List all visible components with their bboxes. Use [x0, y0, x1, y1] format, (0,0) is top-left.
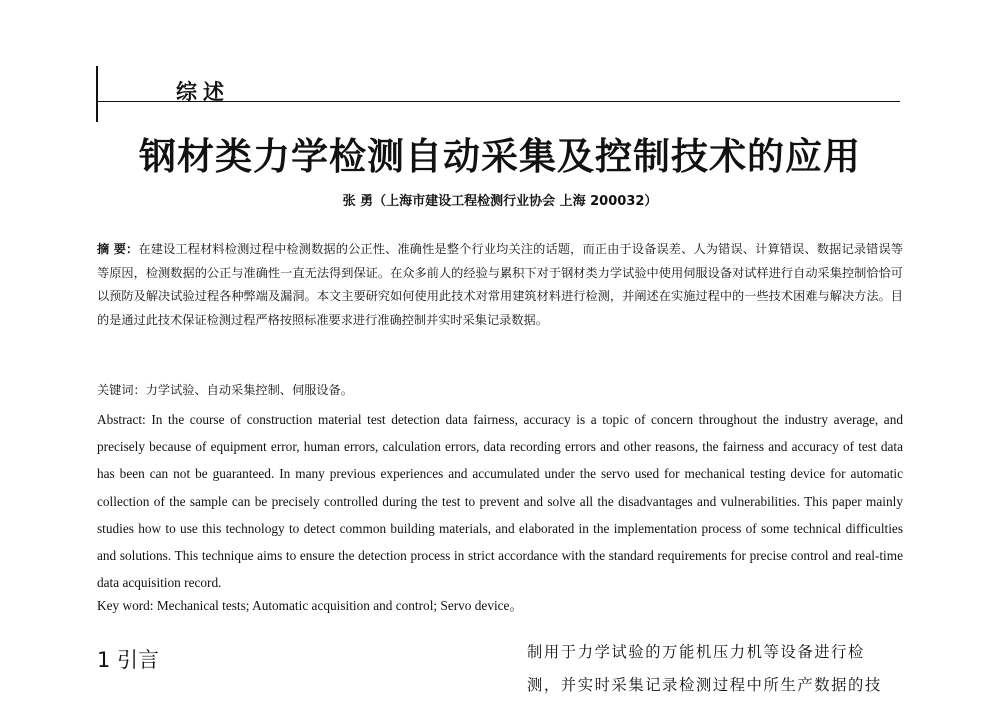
section-label: 综述 — [176, 80, 230, 104]
header-vertical-rule — [96, 66, 98, 122]
abstract-chinese-label: 摘 要： — [97, 242, 139, 256]
body-line: 制用于力学试验的万能机压力机等设备进行检 — [527, 643, 865, 661]
keywords-chinese: 关键词：力学试验、自动采集控制、伺服设备。 — [97, 383, 353, 397]
body-text-column — [527, 636, 905, 702]
abstract-chinese-text: 在建设工程材料检测过程中检测数据的公正性、准确性是整个行业均关注的话题，而正由于设备误差、人为错误、计算错误、数据记录错误等等原因，检测数据的公正与准确性一直无法得到保证。在众多前人的经验与累积下对于钢材类力学试验中使用伺服设备对试样进行自动采集控制恰恰可以预防及解决试验过程各种弊端及漏洞。本文主要研究如何使用此技术对常用建筑材料进行检测，并阐述在实施过程中的一些技术困难与解决方法。目的是通过此技术保证检测过程严格按照标准要求进行准确控制并实时采集记录数据。 — [97, 242, 904, 327]
abstract-english-label: Abstract: — [97, 412, 146, 427]
keywords-english: Key word: Mechanical tests; Automatic acquisition and control; Servo device。 — [97, 598, 523, 613]
author-affiliation: 张 勇（上海市建设工程检测行业协会 上海 200032） — [342, 194, 658, 209]
abstract-english — [97, 406, 903, 596]
abstract-chinese — [97, 238, 903, 332]
section-heading-introduction: 1 引言 — [97, 648, 160, 672]
paper-title: 钢材类力学检测自动采集及控制技术的应用 — [139, 135, 861, 178]
abstract-english-text: In the course of construction material test detection data fairness, accuracy is a topic of concern throughout the industry average, and precisely because of equipment error, human errors, calculation errors, data recording errors and other reasons, the fairness and accuracy of test data has been can not be guaranteed. In many previous experiences and accumulated under the servo used for mechanical testing device for automatic collection of the sample can be precisely controlled during the test to prevent and solve all the disadvantages and vulnerabilities. This paper mainly studies how to use this technology to detect common building materials, and elaborated in the implementation process of some technical difficulties and solutions. This technique aims to ensure the detection process in strict accordance with the standard requirements for precise control and real-time data acquisition record. — [97, 412, 903, 591]
body-line: 测，并实时采集记录检测过程中所生产数据的技 — [527, 676, 882, 694]
